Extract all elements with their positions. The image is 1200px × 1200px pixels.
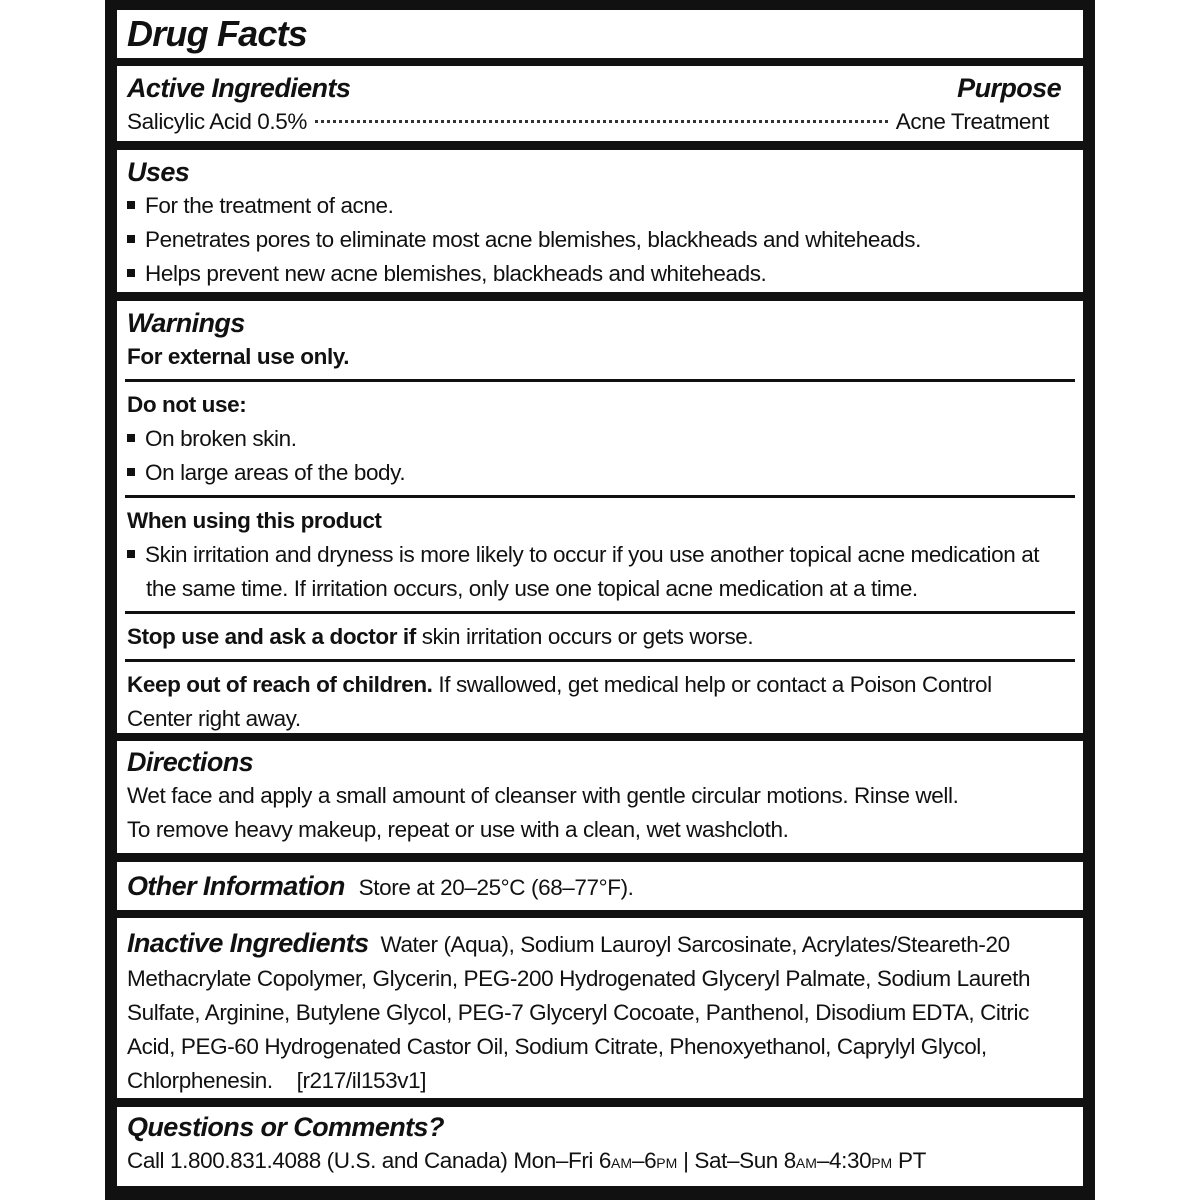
time-suffix: PM (871, 1155, 893, 1171)
call-text: –4:30 (816, 1148, 872, 1173)
active-ingredients-section (117, 66, 1083, 141)
call-text: PT (892, 1148, 927, 1173)
other-information-section (117, 862, 1083, 910)
divider (125, 611, 1075, 614)
phone-line (127, 1144, 1061, 1180)
dotted-leader (315, 120, 888, 123)
keep-out-text (127, 668, 1061, 733)
time-suffix: AM (795, 1155, 817, 1171)
directions-line: To remove heavy makeup, repeat or use with a clean, wet washcloth. (127, 817, 789, 842)
divider (125, 379, 1075, 382)
divider (125, 495, 1075, 498)
inactive-heading: Inactive Ingredients (127, 928, 369, 958)
time-suffix: PM (656, 1155, 678, 1171)
storage-text: Store at 20–25°C (68–77°F). (358, 875, 634, 900)
inactive-list: Water (Aqua), Sodium Lauroyl Sarcosinate, Acrylates/Steareth-20 Methacrylate Copolymer, Glycerin, PEG-200 Hydrogenated Glyceryl Palmate, Sodium Laureth Sulfate, Arginine, Butylene Glycol, PEG-7 Glyceryl Cocoate, Panthenol, Disodium EDTA, Citric Acid, PEG-60 Hydrogenated Castor Oil, Sodium Citrate, Phenoxyethanol, Caprylyl Glycol, Chlorphenesin. (127, 932, 1031, 1093)
external-use-text: For external use only. (127, 344, 350, 369)
divider (125, 659, 1075, 662)
active-ingredient: Salicylic Acid 0.5% (127, 109, 307, 134)
other-heading: Other Information (127, 871, 345, 901)
drug-facts-panel (105, 0, 1095, 1200)
stop-use-detail: skin irritation occurs or gets worse. (415, 624, 754, 649)
page-title: Drug Facts (127, 13, 308, 54)
questions-section (117, 1107, 1083, 1186)
keep-out-detail: If swallowed, get medical help or contact a Poison Control Center right away. (127, 672, 992, 731)
uses-heading: Uses (127, 157, 190, 187)
title-section (117, 10, 1083, 58)
warnings-section (117, 301, 1083, 733)
active-heading: Active Ingredients (127, 73, 351, 103)
call-text: –6 (632, 1148, 657, 1173)
when-using-heading: When using this product (127, 508, 382, 533)
do-not-use-item: On broken skin. (127, 422, 1061, 456)
uses-item: Penetrates pores to eliminate most acne blemishes, blackheads and whiteheads. (127, 223, 1061, 257)
directions-heading: Directions (127, 747, 254, 777)
call-text: | Sat–Sun 8 (677, 1148, 796, 1173)
formula-code: [r217/il153v1] (296, 1068, 427, 1093)
warnings-heading: Warnings (127, 308, 245, 338)
inactive-ingredients-section (117, 918, 1083, 1098)
time-suffix: AM (611, 1155, 633, 1171)
purpose-heading: Purpose (957, 73, 1061, 103)
questions-heading: Questions or Comments? (127, 1112, 444, 1142)
uses-section (117, 150, 1083, 292)
stop-use-bold: Stop use and ask a doctor if (127, 624, 416, 649)
stop-use-text (127, 620, 1061, 654)
do-not-use-item: On large areas of the body. (127, 456, 1061, 490)
do-not-use-heading: Do not use: (127, 392, 247, 417)
when-using-item: Skin irritation and dryness is more likely to occur if you use another topical acne medication at the same time. If irritation occurs, only use one topical acne medication at a time. (127, 538, 1061, 606)
call-text: Call 1.800.831.4088 (U.S. and Canada) Mon–Fri 6 (127, 1148, 612, 1173)
active-purpose: Acne Treatment (895, 109, 1049, 134)
uses-item: For the treatment of acne. (127, 189, 1061, 223)
directions-section (117, 741, 1083, 853)
keep-out-bold: Keep out of reach of children. (127, 672, 433, 697)
directions-line: Wet face and apply a small amount of cleanser with gentle circular motions. Rinse well. (127, 783, 959, 808)
uses-item: Helps prevent new acne blemishes, blackheads and whiteheads. (127, 257, 1061, 291)
